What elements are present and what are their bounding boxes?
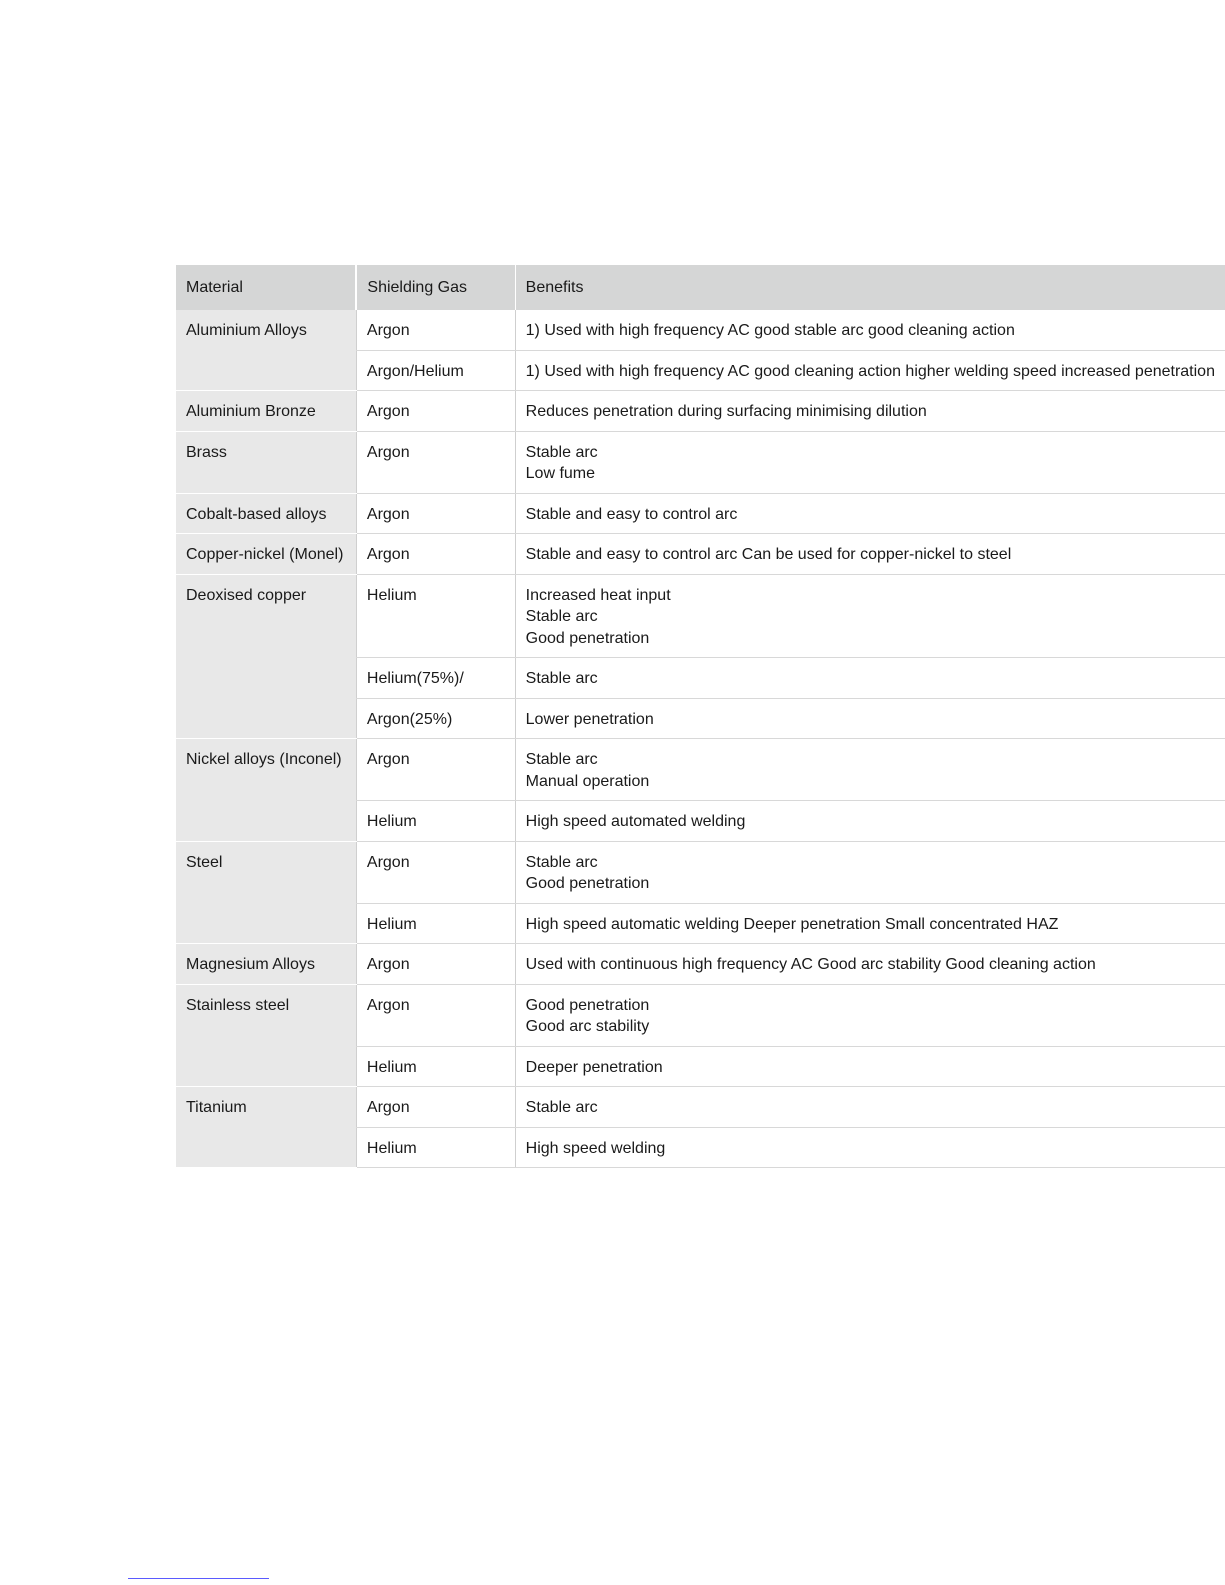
footer-link-underline: [128, 1578, 269, 1579]
shielding-gas-cell: Argon: [356, 534, 515, 575]
table-row: [176, 574, 1225, 658]
shielding-gas-cell: Helium: [356, 574, 515, 658]
table-body: [176, 310, 1225, 1168]
header-benefits: Benefits: [515, 265, 1225, 310]
benefits-cell: Stable and easy to control arc: [515, 493, 1225, 534]
benefits-cell: Stable and easy to control arc Can be used for copper-nickel to steel: [515, 534, 1225, 575]
table-row: [176, 310, 1225, 350]
benefits-cell: Lower penetration: [515, 698, 1225, 739]
table-row: [176, 944, 1225, 985]
table-row: [176, 841, 1225, 903]
benefits-cell: Stable arc Good penetration: [515, 841, 1225, 903]
shielding-gas-cell: Argon/Helium: [356, 350, 515, 391]
shielding-gas-cell: Argon: [356, 984, 515, 1046]
material-cell: Steel: [176, 841, 356, 944]
material-cell: Titanium: [176, 1087, 356, 1168]
shielding-gas-cell: Argon: [356, 391, 515, 432]
material-cell: Stainless steel: [176, 984, 356, 1087]
table-row: [176, 1087, 1225, 1128]
table-row: [176, 391, 1225, 432]
benefits-cell: 1) Used with high frequency AC good cleaning action higher welding speed increased penetration: [515, 350, 1225, 391]
table-row: [176, 534, 1225, 575]
table-row: [176, 739, 1225, 801]
header-shielding-gas: Shielding Gas: [356, 265, 515, 310]
material-cell: Deoxised copper: [176, 574, 356, 739]
material-cell: Aluminium Bronze: [176, 391, 356, 432]
benefits-cell: Stable arc: [515, 1087, 1225, 1128]
table-row: [176, 431, 1225, 493]
shielding-gas-cell: Argon: [356, 310, 515, 350]
material-cell: Magnesium Alloys: [176, 944, 356, 985]
shielding-gas-table: [176, 265, 1225, 1168]
material-cell: Copper-nickel (Monel): [176, 534, 356, 575]
shielding-gas-cell: Helium: [356, 903, 515, 944]
shielding-gas-cell: Argon: [356, 739, 515, 801]
benefits-cell: High speed automatic welding Deeper penetration Small concentrated HAZ: [515, 903, 1225, 944]
benefits-cell: Increased heat input Stable arc Good penetration: [515, 574, 1225, 658]
benefits-cell: High speed welding: [515, 1127, 1225, 1168]
shielding-gas-cell: Helium: [356, 1046, 515, 1087]
table-header-row: [176, 265, 1225, 310]
material-cell: Nickel alloys (Inconel): [176, 739, 356, 842]
shielding-gas-cell: Argon: [356, 1087, 515, 1128]
shielding-gas-cell: Argon: [356, 431, 515, 493]
table-row: [176, 493, 1225, 534]
table-row: [176, 984, 1225, 1046]
shielding-gas-cell: Helium(75%)/: [356, 658, 515, 699]
benefits-cell: 1) Used with high frequency AC good stable arc good cleaning action: [515, 310, 1225, 350]
shielding-gas-cell: Argon: [356, 841, 515, 903]
shielding-gas-cell: Helium: [356, 801, 515, 842]
benefits-cell: High speed automated welding: [515, 801, 1225, 842]
shielding-gas-cell: Argon: [356, 493, 515, 534]
benefits-cell: Good penetration Good arc stability: [515, 984, 1225, 1046]
benefits-cell: Stable arc Low fume: [515, 431, 1225, 493]
material-cell: Brass: [176, 431, 356, 493]
material-cell: Aluminium Alloys: [176, 310, 356, 391]
shielding-gas-cell: Helium: [356, 1127, 515, 1168]
benefits-cell: Stable arc Manual operation: [515, 739, 1225, 801]
benefits-cell: Stable arc: [515, 658, 1225, 699]
shielding-gas-cell: Argon: [356, 944, 515, 985]
material-cell: Cobalt-based alloys: [176, 493, 356, 534]
shielding-gas-cell: Argon(25%): [356, 698, 515, 739]
benefits-cell: Reduces penetration during surfacing minimising dilution: [515, 391, 1225, 432]
benefits-cell: Used with continuous high frequency AC Good arc stability Good cleaning action: [515, 944, 1225, 985]
benefits-cell: Deeper penetration: [515, 1046, 1225, 1087]
header-material: Material: [176, 265, 356, 310]
